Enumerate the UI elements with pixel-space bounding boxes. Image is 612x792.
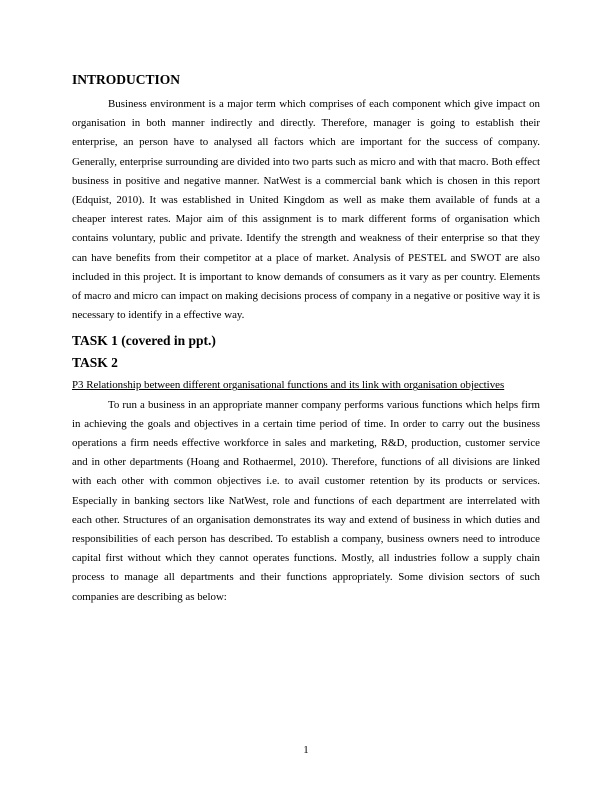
task1-heading: TASK 1 (covered in ppt.) bbox=[72, 333, 216, 349]
p3-subheading: P3 Relationship between different organisational functions and its link with organisation objectives bbox=[72, 379, 505, 392]
introduction-heading: INTRODUCTION bbox=[72, 72, 181, 87]
page-content bbox=[72, 71, 540, 607]
introduction-paragraph: Business environment is a major term which comprises of each component which give impact on organisation in both manner indirectly and directly. Therefore, manager is going to establish their enterprise, an person have to analysed all factors which are important for the success of company. Generally, enterprise surrounding are divided into two parts such as micro and with that macro. Both effect business in positive and negative manner. NatWest is a commercial bank which is chosen in this report (Edquist, 2010). It was established in United Kingdom as well as make them available of funds at a cheaper interest rates. Major aim of this assignment is to mark different forms of organisation which contains voluntary, public and private. Identify the strength and weakness of their enterprise so that they can have benefits from their competitor at a place of market. Analysis of PESTEL and SWOT are also included in this project. It is important to know demands of consumers as it vary as per country. Elements of macro and micro can impact on making decisions process of company in a negative or positive way it is necessary to identify in a effective way. bbox=[72, 98, 540, 322]
task2-heading: TASK 2 bbox=[72, 355, 118, 371]
task2-paragraph: To run a business in an appropriate manner company performs various functions which helps firm in achieving the goals and objectives in a certain time period of time. In order to carry out the business operations a firm needs effective workforce in sales and marketing, R&D, production, customer service and in other departments (Hoang and Rothaermel, 2010). Therefore, functions of all divisions are linked with each other with common objectives i.e. to avail customer retention by its products or services. Especially in banking sectors like NatWest, role and functions of each department are interrelated with each other. Structures of an organisation demonstrates its way and extend of business in which duties and responsibilities of each person has described. To establish a company, business owners need to introduce capital first without which they cannot operates functions. Mostly, all industries follow a supply chain process to manage all departments and their functions appropriately. Some division sectors of such companies are describing as below: bbox=[72, 398, 540, 603]
page-number: 1 bbox=[303, 744, 309, 756]
